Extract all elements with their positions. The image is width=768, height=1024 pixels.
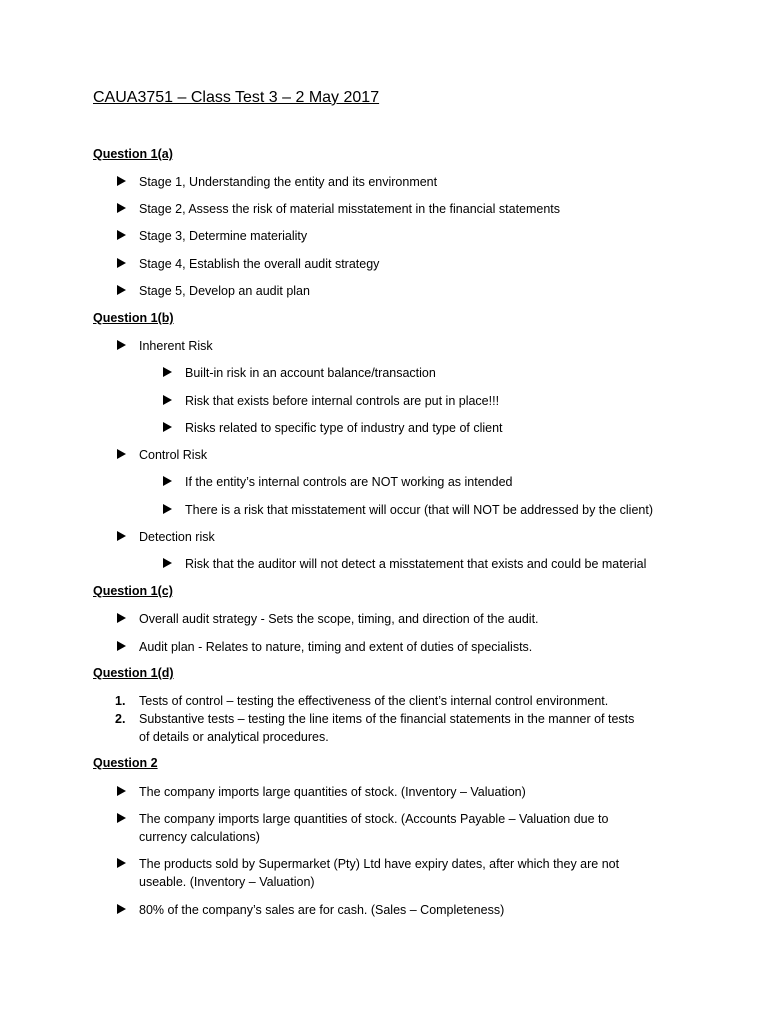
list-item-text: The company imports large quantities of stock. (Accounts Payable – Valuation due to bbox=[139, 812, 609, 826]
heading-question-1a: Question 1(a) bbox=[93, 147, 173, 161]
list-item-text: Audit plan - Relates to nature, timing and extent of duties of specialists. bbox=[139, 640, 533, 654]
heading-question-1b: Question 1(b) bbox=[93, 311, 174, 325]
list-item bbox=[139, 810, 608, 828]
list-item-text: Risks related to specific type of industry and type of client bbox=[185, 421, 503, 435]
sub-list-item bbox=[185, 555, 646, 573]
list-item-text: The company imports large quantities of stock. (Inventory – Valuation) bbox=[139, 785, 526, 799]
bullet-icon bbox=[117, 230, 126, 240]
sub-list-item bbox=[185, 473, 512, 491]
bullet-icon bbox=[163, 504, 172, 514]
bullet-icon bbox=[117, 449, 126, 459]
sub-list-item bbox=[185, 392, 499, 410]
list-item-text: The products sold by Supermarket (Pty) Ltd have expiry dates, after which they are not bbox=[139, 857, 620, 871]
list-item-text: Stage 3, Determine materiality bbox=[139, 229, 308, 243]
list-item-detection-risk bbox=[139, 528, 215, 546]
heading-question-1c: Question 1(c) bbox=[93, 584, 173, 598]
bullet-icon bbox=[117, 176, 126, 186]
list-item-text: Stage 4, Establish the overall audit strategy bbox=[139, 257, 380, 271]
list-item bbox=[139, 783, 526, 801]
list-item-text: of details or analytical procedures. bbox=[139, 730, 329, 744]
list-item-text: Stage 1, Understanding the entity and its environment bbox=[139, 175, 438, 189]
bullet-icon bbox=[163, 422, 172, 432]
bullet-icon bbox=[117, 641, 126, 651]
list-item-text: There is a risk that misstatement will occur (that will NOT be addressed by the client) bbox=[185, 503, 653, 517]
list-item bbox=[139, 173, 437, 191]
list-item bbox=[139, 282, 310, 300]
numbered-item bbox=[115, 692, 609, 710]
bullet-icon bbox=[117, 340, 126, 350]
bullet-icon bbox=[117, 813, 126, 823]
bullet-icon bbox=[117, 858, 126, 868]
list-item-text: Overall audit strategy - Sets the scope, timing, and direction of the audit. bbox=[139, 612, 539, 626]
list-item bbox=[139, 200, 560, 218]
sub-list-item bbox=[185, 364, 436, 382]
sub-list-item bbox=[185, 501, 653, 519]
bullet-icon bbox=[117, 203, 126, 213]
numbered-item bbox=[115, 710, 635, 728]
document-title: CAUA3751 – Class Test 3 – 2 May 2017 bbox=[93, 89, 380, 106]
list-item-text: Stage 2, Assess the risk of material misstatement in the financial statements bbox=[139, 202, 561, 216]
bullet-icon bbox=[117, 285, 126, 295]
list-item bbox=[139, 255, 379, 273]
bullet-icon bbox=[117, 258, 126, 268]
list-item-text: currency calculations) bbox=[139, 830, 260, 844]
list-item-text: Risk that exists before internal controls are put in place!!! bbox=[185, 394, 500, 408]
list-item-inherent-risk bbox=[139, 337, 213, 355]
list-item-text: useable. (Inventory – Valuation) bbox=[139, 875, 315, 889]
list-item-text: Inherent Risk bbox=[139, 339, 213, 353]
numbered-item-continuation bbox=[139, 728, 329, 746]
bullet-icon bbox=[163, 558, 172, 568]
list-item bbox=[139, 855, 619, 873]
list-item-text: Detection risk bbox=[139, 530, 215, 544]
list-item-text: Tests of control – testing the effectiveness of the client’s internal control environment. bbox=[139, 694, 609, 708]
list-item-text: Substantive tests – testing the line items of the financial statements in the manner of tests bbox=[139, 712, 635, 726]
bullet-icon bbox=[117, 613, 126, 623]
list-item-continuation bbox=[139, 828, 260, 846]
list-item-text: Stage 5, Develop an audit plan bbox=[139, 284, 310, 298]
heading-question-2: Question 2 bbox=[93, 756, 158, 770]
list-item-text: Built-in risk in an account balance/transaction bbox=[185, 366, 436, 380]
list-item-continuation bbox=[139, 873, 315, 891]
bullet-icon bbox=[117, 786, 126, 796]
item-number: 2. bbox=[115, 712, 126, 726]
bullet-icon bbox=[163, 395, 172, 405]
heading-question-1d: Question 1(d) bbox=[93, 666, 174, 680]
list-item bbox=[139, 227, 307, 245]
bullet-icon bbox=[163, 367, 172, 377]
item-number: 1. bbox=[115, 694, 126, 708]
list-item bbox=[139, 901, 504, 919]
bullet-icon bbox=[117, 904, 126, 914]
list-item bbox=[139, 638, 532, 656]
list-item-text: If the entity’s internal controls are NOT working as intended bbox=[185, 475, 513, 489]
list-item-text: Control Risk bbox=[139, 448, 208, 462]
list-item-text: 80% of the company’s sales are for cash. (Sales – Completeness) bbox=[139, 903, 505, 917]
list-item bbox=[139, 610, 539, 628]
list-item-control-risk bbox=[139, 446, 207, 464]
bullet-icon bbox=[117, 531, 126, 541]
bullet-icon bbox=[163, 476, 172, 486]
sub-list-item bbox=[185, 419, 503, 437]
list-item-text: Risk that the auditor will not detect a misstatement that exists and could be material bbox=[185, 557, 647, 571]
